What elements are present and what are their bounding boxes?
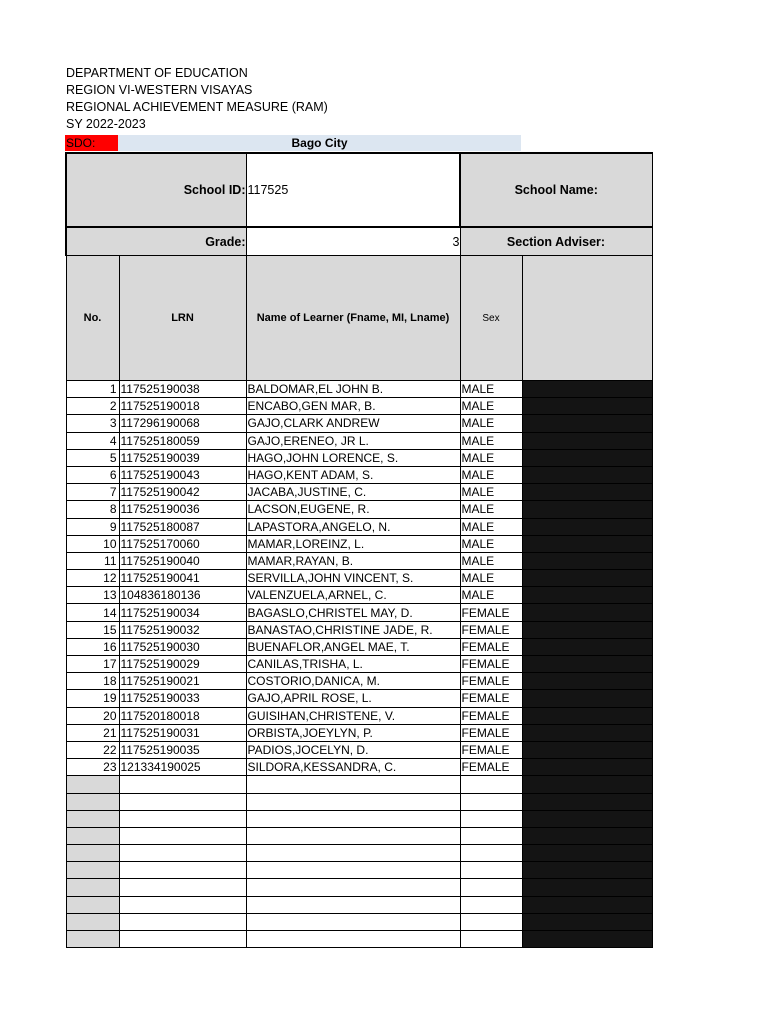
table-row bbox=[66, 552, 652, 569]
row-lrn[interactable]: 117525190018 bbox=[119, 398, 246, 415]
row-redacted-cell bbox=[522, 381, 652, 398]
header-line-region: REGION VI-WESTERN VISAYAS bbox=[66, 83, 253, 97]
row-redacted-cell bbox=[522, 449, 652, 466]
learner-table bbox=[65, 152, 653, 948]
row-redacted-cell bbox=[522, 673, 652, 690]
table-row bbox=[66, 862, 652, 879]
row-sex[interactable]: MALE bbox=[460, 466, 522, 483]
row-number[interactable]: 12 bbox=[66, 570, 119, 587]
row-lrn[interactable]: 117525190029 bbox=[119, 656, 246, 673]
row-learner-name[interactable] bbox=[246, 810, 460, 827]
row-number[interactable] bbox=[66, 879, 119, 896]
row-learner-name[interactable]: PADIOS,JOCELYN, D. bbox=[246, 741, 460, 758]
row-sex[interactable] bbox=[460, 862, 522, 879]
row-sex[interactable] bbox=[460, 879, 522, 896]
row-number[interactable]: 19 bbox=[66, 690, 119, 707]
row-lrn[interactable]: 117525190030 bbox=[119, 638, 246, 655]
row-redacted-cell bbox=[522, 535, 652, 552]
row-sex[interactable] bbox=[460, 810, 522, 827]
row-lrn[interactable]: 117525190035 bbox=[119, 741, 246, 758]
row-number[interactable]: 21 bbox=[66, 724, 119, 741]
row-lrn[interactable]: 117525170060 bbox=[119, 535, 246, 552]
row-learner-name[interactable]: MAMAR,LOREINZ, L. bbox=[246, 535, 460, 552]
row-learner-name[interactable] bbox=[246, 845, 460, 862]
row-redacted-cell bbox=[522, 810, 652, 827]
row-number[interactable] bbox=[66, 931, 119, 948]
row-lrn[interactable] bbox=[119, 879, 246, 896]
row-redacted-cell bbox=[522, 484, 652, 501]
row-learner-name[interactable]: HAGO,JOHN LORENCE, S. bbox=[246, 449, 460, 466]
row-lrn[interactable] bbox=[119, 810, 246, 827]
sdo-label: SDO: bbox=[65, 135, 118, 151]
row-redacted-cell bbox=[522, 931, 652, 948]
school-id-label: School ID: bbox=[66, 153, 246, 227]
row-sex[interactable]: MALE bbox=[460, 415, 522, 432]
table-row bbox=[66, 707, 652, 724]
row-learner-name[interactable] bbox=[246, 931, 460, 948]
row-lrn[interactable] bbox=[119, 845, 246, 862]
row-number[interactable] bbox=[66, 827, 119, 844]
row-sex[interactable]: MALE bbox=[460, 449, 522, 466]
row-number[interactable]: 23 bbox=[66, 759, 119, 776]
table-row bbox=[66, 501, 652, 518]
table-row bbox=[66, 621, 652, 638]
row-sex[interactable]: FEMALE bbox=[460, 673, 522, 690]
column-header-sex: Sex bbox=[460, 256, 522, 381]
row-sex[interactable]: FEMALE bbox=[460, 690, 522, 707]
row-sex[interactable]: FEMALE bbox=[460, 759, 522, 776]
row-redacted-cell bbox=[522, 398, 652, 415]
column-header-lrn: LRN bbox=[119, 256, 246, 381]
header-line-department: DEPARTMENT OF EDUCATION bbox=[66, 66, 248, 80]
row-redacted-cell bbox=[522, 827, 652, 844]
row-redacted-cell bbox=[522, 793, 652, 810]
row-learner-name[interactable]: BAGASLO,CHRISTEL MAY, D. bbox=[246, 604, 460, 621]
sdo-row bbox=[65, 135, 521, 151]
row-number[interactable]: 1 bbox=[66, 381, 119, 398]
grade-label: Grade: bbox=[66, 227, 246, 256]
row-number[interactable]: 8 bbox=[66, 501, 119, 518]
row-learner-name[interactable] bbox=[246, 793, 460, 810]
row-lrn[interactable] bbox=[119, 827, 246, 844]
row-redacted-cell bbox=[522, 501, 652, 518]
table-row bbox=[66, 570, 652, 587]
row-learner-name[interactable] bbox=[246, 776, 460, 793]
row-redacted-cell bbox=[522, 587, 652, 604]
row-lrn[interactable]: 117525180087 bbox=[119, 518, 246, 535]
table-row bbox=[66, 415, 652, 432]
row-learner-name[interactable]: BALDOMAR,EL JOHN B. bbox=[246, 381, 460, 398]
school-name-label: School Name: bbox=[460, 153, 652, 227]
row-redacted-cell bbox=[522, 466, 652, 483]
row-sex[interactable]: FEMALE bbox=[460, 724, 522, 741]
grade-value[interactable]: 3 bbox=[246, 227, 460, 256]
row-number[interactable]: 20 bbox=[66, 707, 119, 724]
row-lrn[interactable]: 117525190034 bbox=[119, 604, 246, 621]
header-line-measure: REGIONAL ACHIEVEMENT MEASURE (RAM) bbox=[66, 100, 328, 114]
section-adviser-label: Section Adviser: bbox=[460, 227, 652, 256]
row-sex[interactable] bbox=[460, 793, 522, 810]
row-learner-name[interactable]: JACABA,JUSTINE, C. bbox=[246, 484, 460, 501]
row-sex[interactable] bbox=[460, 776, 522, 793]
row-redacted-cell bbox=[522, 656, 652, 673]
row-sex[interactable]: MALE bbox=[460, 398, 522, 415]
row-learner-name[interactable]: MAMAR,RAYAN, B. bbox=[246, 552, 460, 569]
header-line-school-year: SY 2022-2023 bbox=[66, 117, 146, 131]
row-redacted-cell bbox=[522, 415, 652, 432]
row-learner-name[interactable]: SERVILLA,JOHN VINCENT, S. bbox=[246, 570, 460, 587]
row-redacted-cell bbox=[522, 570, 652, 587]
row-sex[interactable]: MALE bbox=[460, 381, 522, 398]
row-lrn[interactable]: 117525190038 bbox=[119, 381, 246, 398]
row-sex[interactable]: FEMALE bbox=[460, 741, 522, 758]
row-number[interactable]: 18 bbox=[66, 673, 119, 690]
row-number[interactable]: 4 bbox=[66, 432, 119, 449]
table-row bbox=[66, 913, 652, 930]
row-learner-name[interactable]: GAJO,CLARK ANDREW bbox=[246, 415, 460, 432]
row-learner-name[interactable]: BUENAFLOR,ANGEL MAE, T. bbox=[246, 638, 460, 655]
row-sex[interactable]: MALE bbox=[460, 535, 522, 552]
row-redacted-cell bbox=[522, 621, 652, 638]
table-row bbox=[66, 827, 652, 844]
column-header-name: Name of Learner (Fname, MI, Lname) bbox=[246, 256, 460, 381]
row-redacted-cell bbox=[522, 862, 652, 879]
row-lrn[interactable]: 117525190041 bbox=[119, 570, 246, 587]
row-redacted-cell bbox=[522, 776, 652, 793]
table-row bbox=[66, 398, 652, 415]
row-number[interactable]: 7 bbox=[66, 484, 119, 501]
row-number[interactable]: 5 bbox=[66, 449, 119, 466]
row-sex[interactable]: MALE bbox=[460, 518, 522, 535]
row-sex[interactable] bbox=[460, 896, 522, 913]
table-row bbox=[66, 759, 652, 776]
row-lrn[interactable]: 117525190031 bbox=[119, 724, 246, 741]
row-learner-name[interactable] bbox=[246, 879, 460, 896]
row-lrn[interactable]: 117520180018 bbox=[119, 707, 246, 724]
table-row bbox=[66, 638, 652, 655]
row-number[interactable]: 22 bbox=[66, 741, 119, 758]
row-number[interactable]: 2 bbox=[66, 398, 119, 415]
row-redacted-cell bbox=[522, 518, 652, 535]
row-number[interactable]: 10 bbox=[66, 535, 119, 552]
row-lrn[interactable] bbox=[119, 776, 246, 793]
row-number[interactable]: 6 bbox=[66, 466, 119, 483]
row-redacted-cell bbox=[522, 690, 652, 707]
row-lrn[interactable]: 117525180059 bbox=[119, 432, 246, 449]
row-lrn[interactable]: 117525190036 bbox=[119, 501, 246, 518]
row-redacted-cell bbox=[522, 552, 652, 569]
row-redacted-cell bbox=[522, 896, 652, 913]
row-sex[interactable]: FEMALE bbox=[460, 656, 522, 673]
table-row bbox=[66, 931, 652, 948]
row-redacted-cell bbox=[522, 638, 652, 655]
row-sex[interactable]: FEMALE bbox=[460, 707, 522, 724]
row-learner-name[interactable]: VALENZUELA,ARNEL, C. bbox=[246, 587, 460, 604]
row-number[interactable]: 9 bbox=[66, 518, 119, 535]
row-learner-name[interactable]: COSTORIO,DANICA, M. bbox=[246, 673, 460, 690]
row-lrn[interactable]: 117525190021 bbox=[119, 673, 246, 690]
row-lrn[interactable] bbox=[119, 862, 246, 879]
table-row bbox=[66, 879, 652, 896]
row-learner-name[interactable]: BANASTAO,CHRISTINE JADE, R. bbox=[246, 621, 460, 638]
row-sex[interactable]: FEMALE bbox=[460, 604, 522, 621]
row-sex[interactable]: MALE bbox=[460, 552, 522, 569]
row-number[interactable] bbox=[66, 862, 119, 879]
row-number[interactable] bbox=[66, 845, 119, 862]
row-number[interactable] bbox=[66, 913, 119, 930]
row-number[interactable]: 13 bbox=[66, 587, 119, 604]
row-sex[interactable] bbox=[460, 931, 522, 948]
table-row bbox=[66, 690, 652, 707]
row-learner-name[interactable]: GAJO,APRIL ROSE, L. bbox=[246, 690, 460, 707]
table-row bbox=[66, 724, 652, 741]
row-number[interactable]: 15 bbox=[66, 621, 119, 638]
row-lrn[interactable]: 117296190068 bbox=[119, 415, 246, 432]
row-learner-name[interactable]: SILDORA,KESSANDRA, C. bbox=[246, 759, 460, 776]
row-redacted-cell bbox=[522, 879, 652, 896]
table-row bbox=[66, 896, 652, 913]
table-row bbox=[66, 741, 652, 758]
row-number[interactable]: 14 bbox=[66, 604, 119, 621]
row-learner-name[interactable]: ORBISTA,JOEYLYN, P. bbox=[246, 724, 460, 741]
row-lrn[interactable]: 117525190032 bbox=[119, 621, 246, 638]
row-redacted-cell bbox=[522, 913, 652, 930]
table-row bbox=[66, 449, 652, 466]
row-learner-name[interactable]: ENCABO,GEN MAR, B. bbox=[246, 398, 460, 415]
table-row bbox=[66, 604, 652, 621]
row-number[interactable]: 17 bbox=[66, 656, 119, 673]
table-row bbox=[66, 518, 652, 535]
row-redacted-cell bbox=[522, 724, 652, 741]
row-lrn[interactable]: 117525190040 bbox=[119, 552, 246, 569]
row-lrn[interactable]: 117525190042 bbox=[119, 484, 246, 501]
row-lrn[interactable] bbox=[119, 793, 246, 810]
row-redacted-cell bbox=[522, 741, 652, 758]
row-lrn[interactable]: 121334190025 bbox=[119, 759, 246, 776]
row-learner-name[interactable] bbox=[246, 896, 460, 913]
table-row bbox=[66, 673, 652, 690]
row-learner-name[interactable] bbox=[246, 862, 460, 879]
table-row bbox=[66, 845, 652, 862]
row-sex[interactable] bbox=[460, 913, 522, 930]
table-row bbox=[66, 432, 652, 449]
table-row bbox=[66, 381, 652, 398]
row-lrn[interactable] bbox=[119, 896, 246, 913]
row-number[interactable]: 11 bbox=[66, 552, 119, 569]
table-row bbox=[66, 656, 652, 673]
row-sex[interactable]: MALE bbox=[460, 484, 522, 501]
row-redacted-cell bbox=[522, 759, 652, 776]
row-lrn[interactable]: 117525190039 bbox=[119, 449, 246, 466]
row-learner-name[interactable]: GAJO,ERENEO, JR L. bbox=[246, 432, 460, 449]
school-id-value[interactable]: 117525 bbox=[246, 153, 460, 227]
row-redacted-cell bbox=[522, 432, 652, 449]
row-sex[interactable]: MALE bbox=[460, 432, 522, 449]
table-row bbox=[66, 535, 652, 552]
row-lrn[interactable]: 117525190043 bbox=[119, 466, 246, 483]
row-number[interactable]: 3 bbox=[66, 415, 119, 432]
row-sex[interactable] bbox=[460, 845, 522, 862]
row-redacted-cell bbox=[522, 604, 652, 621]
row-lrn[interactable] bbox=[119, 913, 246, 930]
row-sex[interactable]: FEMALE bbox=[460, 638, 522, 655]
row-learner-name[interactable] bbox=[246, 913, 460, 930]
row-learner-name[interactable]: LACSON,EUGENE, R. bbox=[246, 501, 460, 518]
row-learner-name[interactable]: HAGO,KENT ADAM, S. bbox=[246, 466, 460, 483]
row-lrn[interactable]: 104836180136 bbox=[119, 587, 246, 604]
row-number[interactable] bbox=[66, 896, 119, 913]
table-row bbox=[66, 776, 652, 793]
row-redacted-cell bbox=[522, 707, 652, 724]
row-number[interactable]: 16 bbox=[66, 638, 119, 655]
row-learner-name[interactable] bbox=[246, 827, 460, 844]
row-sex[interactable]: MALE bbox=[460, 501, 522, 518]
table-row bbox=[66, 466, 652, 483]
row-number[interactable] bbox=[66, 810, 119, 827]
column-header-blank bbox=[522, 256, 652, 381]
row-number[interactable] bbox=[66, 793, 119, 810]
row-number[interactable] bbox=[66, 776, 119, 793]
table-row bbox=[66, 793, 652, 810]
table-row bbox=[66, 484, 652, 501]
sdo-value: Bago City bbox=[118, 135, 521, 151]
row-learner-name[interactable]: LAPASTORA,ANGELO, N. bbox=[246, 518, 460, 535]
table-row bbox=[66, 810, 652, 827]
row-redacted-cell bbox=[522, 845, 652, 862]
table-row bbox=[66, 587, 652, 604]
row-lrn[interactable]: 117525190033 bbox=[119, 690, 246, 707]
row-lrn[interactable] bbox=[119, 931, 246, 948]
row-sex[interactable]: FEMALE bbox=[460, 621, 522, 638]
row-learner-name[interactable]: GUISIHAN,CHRISTENE, V. bbox=[246, 707, 460, 724]
row-learner-name[interactable]: CANILAS,TRISHA, L. bbox=[246, 656, 460, 673]
row-sex[interactable]: MALE bbox=[460, 587, 522, 604]
column-header-no: No. bbox=[66, 256, 119, 381]
row-sex[interactable] bbox=[460, 827, 522, 844]
row-sex[interactable]: MALE bbox=[460, 570, 522, 587]
